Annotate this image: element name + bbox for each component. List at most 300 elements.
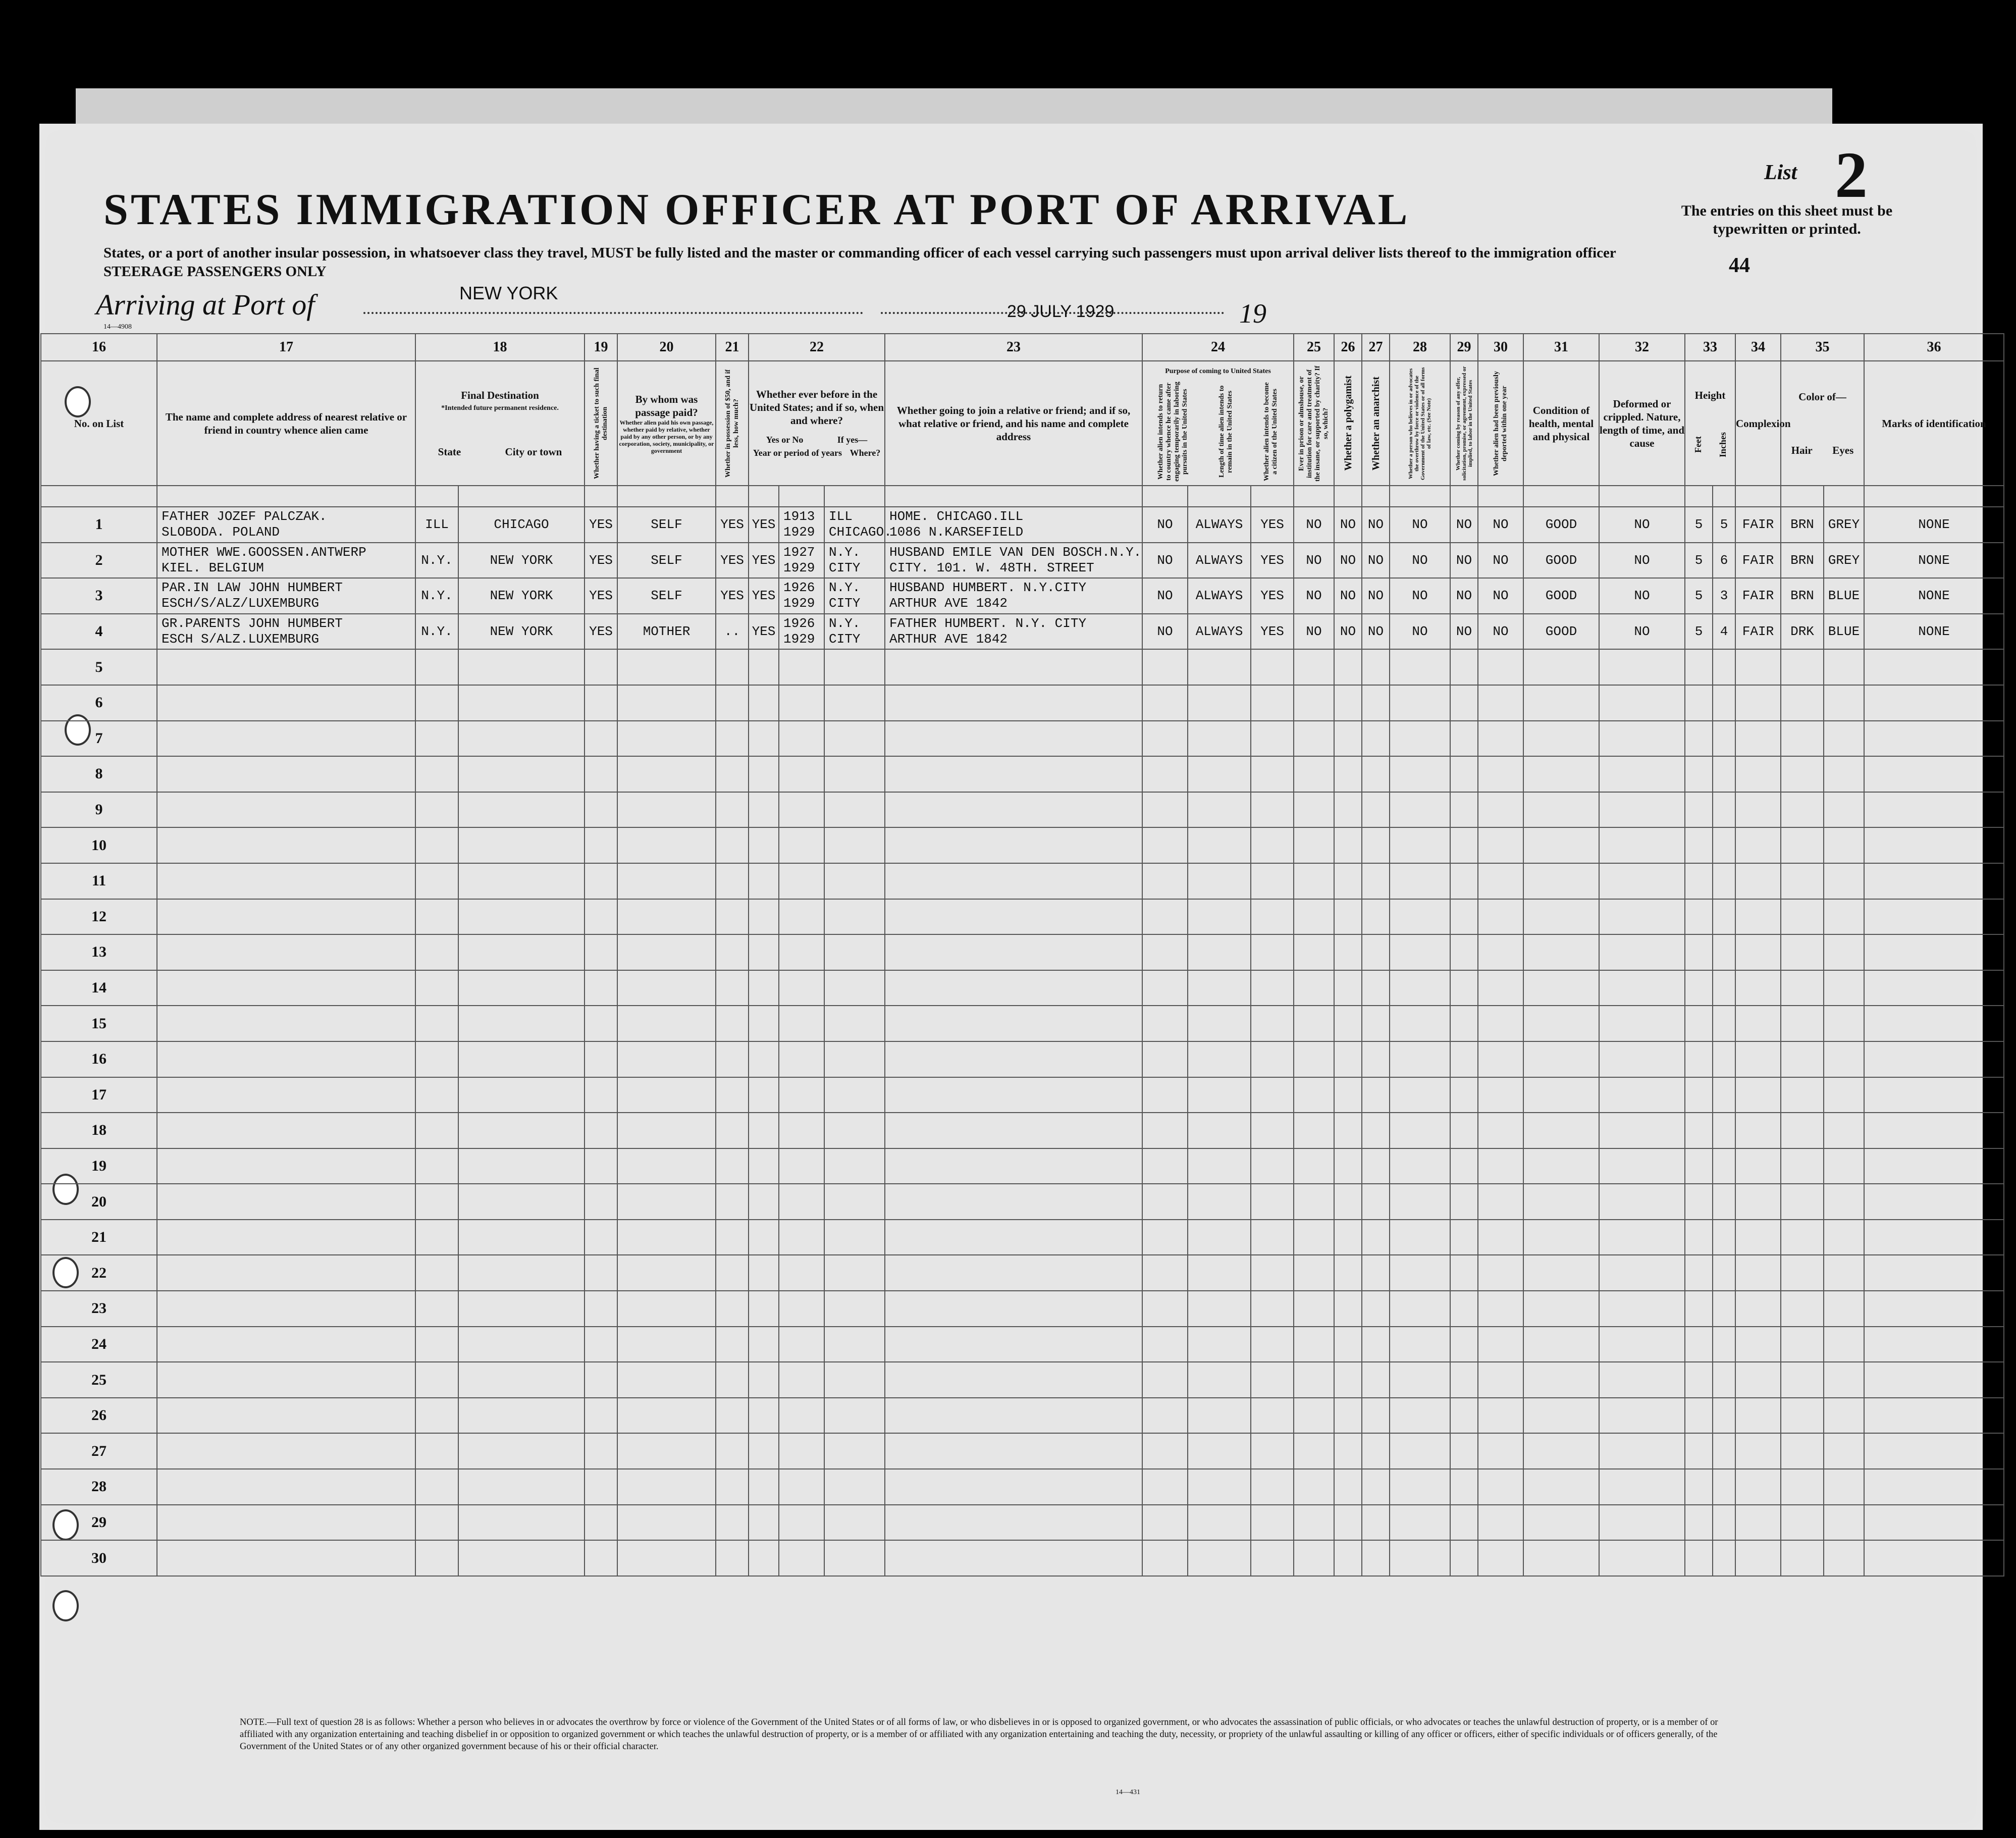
empty-cell	[1390, 1469, 1450, 1505]
cell-marks: NONE	[1864, 543, 2004, 579]
empty-cell	[157, 1540, 415, 1576]
cell-p-c: YES	[1251, 614, 1294, 650]
empty-cell	[1450, 792, 1478, 828]
header-no-on-list: No. on List	[41, 361, 157, 486]
table-row	[41, 934, 2004, 970]
empty-cell	[1294, 899, 1334, 935]
cell-polyg: NO	[1334, 543, 1362, 579]
empty-cell	[779, 1148, 824, 1184]
empty-cell	[1188, 1505, 1251, 1541]
empty-cell	[885, 1505, 1142, 1541]
header-overthrow	[1390, 361, 1450, 486]
empty-cell	[1362, 863, 1390, 899]
empty-cell	[1523, 1469, 1599, 1505]
empty-cell	[1294, 649, 1334, 685]
empty-cell	[458, 1469, 585, 1505]
table-row	[41, 827, 2004, 863]
empty-cell	[1685, 1469, 1713, 1505]
empty-cell	[458, 934, 585, 970]
empty-cell	[458, 1505, 585, 1541]
empty-cell	[1334, 1255, 1362, 1291]
empty-cell	[1735, 1184, 1781, 1220]
purpose-b-label: Length of time alien intends to remain in the United States	[1217, 385, 1234, 478]
empty-cell	[458, 1113, 585, 1148]
empty-cell	[1334, 1220, 1362, 1255]
list-label: List	[1764, 161, 1797, 184]
cell-join2: ARTHUR AVE 1842	[889, 632, 1008, 647]
empty-cell	[1390, 1113, 1450, 1148]
empty-cell	[1685, 899, 1713, 935]
cell-year1: 1927	[783, 544, 815, 560]
col-number: 31	[1523, 334, 1599, 361]
empty-cell	[1478, 1505, 1523, 1541]
empty-cell	[749, 970, 779, 1006]
cell-join	[885, 543, 1142, 579]
cell-deformed: NO	[1599, 507, 1685, 543]
cell-year	[779, 507, 824, 543]
empty-cell	[824, 863, 885, 899]
empty-cell	[1251, 721, 1294, 757]
steerage-label: STEERAGE PASSENGERS ONLY	[103, 264, 327, 280]
cell-paid: MOTHER	[617, 614, 716, 650]
empty-cell	[1390, 649, 1450, 685]
row-number: 6	[41, 685, 157, 721]
empty-cell	[1685, 685, 1713, 721]
empty-cell	[1713, 721, 1735, 757]
col-number: 33	[1685, 334, 1735, 361]
empty-cell	[779, 1505, 824, 1541]
empty-cell	[824, 1398, 885, 1434]
empty-cell	[157, 1291, 415, 1327]
col-number: 28	[1390, 334, 1450, 361]
empty-cell	[749, 1006, 779, 1041]
empty-cell	[1864, 1433, 2004, 1469]
cell-year2: 1929	[783, 632, 815, 647]
empty-cell	[1713, 970, 1735, 1006]
col-number: 29	[1450, 334, 1478, 361]
empty-cell	[1864, 756, 2004, 792]
empty-cell	[1781, 863, 1824, 899]
empty-cell	[1713, 1433, 1735, 1469]
empty-cell	[1251, 1041, 1294, 1077]
empty-cell	[824, 1540, 885, 1576]
empty-cell	[1478, 1148, 1523, 1184]
empty-cell	[458, 899, 585, 935]
cell-complexion: FAIR	[1735, 543, 1781, 579]
empty-cell	[585, 792, 617, 828]
cell-deported: NO	[1478, 507, 1523, 543]
cell-eyes: GREY	[1824, 543, 1864, 579]
empty-cell	[885, 1077, 1142, 1113]
empty-cell	[1781, 721, 1824, 757]
empty-cell	[1685, 1113, 1713, 1148]
empty-cell	[1824, 899, 1864, 935]
empty-cell	[1450, 1433, 1478, 1469]
empty-cell	[585, 1148, 617, 1184]
empty-cell	[1390, 1505, 1450, 1541]
header-money	[716, 361, 749, 486]
empty-cell	[749, 863, 779, 899]
empty-cell	[885, 1006, 1142, 1041]
table-row	[41, 1220, 2004, 1255]
cell-p-c: YES	[1251, 578, 1294, 614]
empty-cell	[157, 1113, 415, 1148]
empty-cell	[749, 756, 779, 792]
cell-anarch: NO	[1362, 507, 1390, 543]
empty-cell	[157, 863, 415, 899]
empty-cell	[1713, 1291, 1735, 1327]
empty-cell	[157, 1255, 415, 1291]
empty-cell	[1713, 899, 1735, 935]
empty-cell	[1142, 1113, 1188, 1148]
empty-cell	[1390, 1220, 1450, 1255]
empty-cell	[749, 721, 779, 757]
empty-cell	[617, 899, 716, 935]
empty-cell	[1362, 1398, 1390, 1434]
empty-cell	[1188, 1220, 1251, 1255]
empty-cell	[1334, 934, 1362, 970]
empty-cell	[885, 1291, 1142, 1327]
cell-year1: 1913	[783, 509, 815, 524]
empty-cell	[1390, 685, 1450, 721]
empty-cell	[824, 1255, 885, 1291]
empty-cell	[1450, 899, 1478, 935]
cell-join1: HOME. CHICAGO.ILL	[889, 509, 1024, 524]
empty-cell	[779, 1255, 824, 1291]
cell-contract: NO	[1450, 578, 1478, 614]
empty-cell	[458, 1255, 585, 1291]
empty-cell	[885, 1041, 1142, 1077]
empty-cell	[1523, 1327, 1599, 1362]
empty-cell	[779, 649, 824, 685]
cell-marks: NONE	[1864, 507, 2004, 543]
empty-cell	[458, 1327, 585, 1362]
empty-cell	[1735, 1291, 1781, 1327]
empty-cell	[1599, 756, 1685, 792]
page-number: 44	[1729, 254, 1750, 277]
empty-cell	[716, 1006, 749, 1041]
empty-cell	[585, 1398, 617, 1434]
empty-cell	[885, 899, 1142, 935]
cell-before: YES	[749, 543, 779, 579]
empty-cell	[1362, 1469, 1390, 1505]
empty-cell	[1735, 1220, 1781, 1255]
empty-cell	[1294, 1184, 1334, 1220]
empty-cell	[885, 1255, 1142, 1291]
empty-cell	[1824, 1398, 1864, 1434]
row-number: 30	[41, 1540, 157, 1576]
header-hair: Hair	[1791, 444, 1813, 456]
empty-cell	[1294, 721, 1334, 757]
empty-cell	[1334, 1184, 1362, 1220]
empty-cell	[1685, 792, 1713, 828]
empty-cell	[1450, 1362, 1478, 1398]
empty-cell	[1599, 1184, 1685, 1220]
empty-cell	[1450, 1255, 1478, 1291]
manifest-table	[40, 333, 2004, 1577]
empty-cell	[1824, 792, 1864, 828]
empty-cell	[1599, 1469, 1685, 1505]
empty-cell	[716, 1077, 749, 1113]
empty-cell	[1599, 863, 1685, 899]
cell-city: CHICAGO	[458, 507, 585, 543]
empty-cell	[1685, 1327, 1713, 1362]
cell-relative1: GR.PARENTS JOHN HUMBERT	[162, 616, 343, 632]
header-anarchist	[1362, 361, 1390, 486]
empty-cell	[1362, 685, 1390, 721]
empty-cell	[1523, 863, 1599, 899]
empty-cell	[415, 1505, 458, 1541]
empty-cell	[1685, 1184, 1713, 1220]
empty-cell	[415, 649, 458, 685]
empty-cell	[1390, 1255, 1450, 1291]
row-number: 21	[41, 1220, 157, 1255]
cell-feet: 5	[1685, 507, 1713, 543]
empty-cell	[1523, 1006, 1599, 1041]
row-number: 7	[41, 721, 157, 757]
cell-hair: BRN	[1781, 578, 1824, 614]
cell-year	[779, 614, 824, 650]
empty-cell	[458, 792, 585, 828]
empty-cell	[749, 1327, 779, 1362]
empty-cell	[1735, 1505, 1781, 1541]
cell-relative2: KIEL. BELGIUM	[162, 560, 264, 575]
empty-cell	[1362, 1148, 1390, 1184]
empty-cell	[415, 1469, 458, 1505]
empty-cell	[1599, 1540, 1685, 1576]
row-number: 16	[41, 1041, 157, 1077]
cell-eyes: BLUE	[1824, 614, 1864, 650]
empty-cell	[1188, 756, 1251, 792]
empty-cell	[157, 1220, 415, 1255]
header-height	[1685, 361, 1735, 486]
final-destination-label: Final Destination	[461, 389, 539, 401]
empty-cell	[1390, 1291, 1450, 1327]
header-join-relative: Whether going to join a relative or friend; and if so, what relative or friend, and his name and complete address	[885, 361, 1142, 486]
cell-health: GOOD	[1523, 614, 1599, 650]
empty-cell	[1685, 1041, 1713, 1077]
empty-cell	[157, 1398, 415, 1434]
empty-cell	[1251, 934, 1294, 970]
empty-cell	[1188, 1255, 1251, 1291]
empty-cell	[716, 1113, 749, 1148]
empty-cell	[1450, 1184, 1478, 1220]
empty-cell	[1142, 685, 1188, 721]
empty-cell	[1781, 1041, 1824, 1077]
empty-cell	[415, 685, 458, 721]
empty-cell	[1142, 899, 1188, 935]
empty-cell	[415, 756, 458, 792]
empty-cell	[1251, 792, 1294, 828]
empty-cell	[885, 792, 1142, 828]
empty-cell	[1824, 970, 1864, 1006]
empty-cell	[1142, 1077, 1188, 1113]
table-row	[41, 578, 2004, 614]
empty-cell	[1735, 1113, 1781, 1148]
empty-cell	[1735, 1006, 1781, 1041]
empty-cell	[1188, 1433, 1251, 1469]
empty-cell	[617, 1505, 716, 1541]
cell-join1: HUSBAND EMILE VAN DEN BOSCH.N.Y.	[889, 544, 1142, 560]
empty-cell	[1294, 1327, 1334, 1362]
row-number: 24	[41, 1327, 157, 1362]
empty-cell	[824, 1184, 885, 1220]
empty-cell	[1478, 792, 1523, 828]
cell-complexion: FAIR	[1735, 507, 1781, 543]
cell-relative	[157, 578, 415, 614]
empty-cell	[1824, 1505, 1864, 1541]
empty-cell	[824, 899, 885, 935]
row-number: 26	[41, 1398, 157, 1434]
cell-before: YES	[749, 507, 779, 543]
empty-cell	[1599, 970, 1685, 1006]
empty-cell	[1781, 649, 1824, 685]
empty-cell	[617, 1077, 716, 1113]
empty-cell	[1713, 1398, 1735, 1434]
purpose-a-label: Whether alien intends to return to country whence he came after engaging temporarily in laboring pursuits in the United States	[1157, 381, 1189, 482]
row-number: 22	[41, 1255, 157, 1291]
empty-cell	[885, 863, 1142, 899]
empty-cell	[1188, 1469, 1251, 1505]
empty-cell	[716, 1398, 749, 1434]
empty-cell	[1450, 1148, 1478, 1184]
empty-cell	[1781, 1077, 1824, 1113]
cell-inches: 6	[1713, 543, 1735, 579]
header-inches: Inches	[1717, 432, 1728, 458]
empty-cell	[1599, 934, 1685, 970]
passage-paid-note: Whether alien paid his own passage, whether paid by relative, whether paid by any other person, or by any corporation, society, municipality, or government	[619, 418, 714, 454]
empty-cell	[585, 1540, 617, 1576]
empty-cell	[1450, 1469, 1478, 1505]
empty-cell	[1362, 1077, 1390, 1113]
empty-cell	[1188, 1148, 1251, 1184]
row-number: 13	[41, 934, 157, 970]
empty-cell	[1864, 1148, 2004, 1184]
empty-cell	[1478, 934, 1523, 970]
empty-cell	[1735, 685, 1781, 721]
empty-cell	[1142, 1255, 1188, 1291]
empty-cell	[1713, 1255, 1735, 1291]
empty-cell	[1294, 1469, 1334, 1505]
empty-cell	[415, 1255, 458, 1291]
empty-cell	[1599, 1362, 1685, 1398]
empty-cell	[885, 1433, 1142, 1469]
empty-cell	[1362, 1220, 1390, 1255]
empty-cell	[1523, 1184, 1599, 1220]
empty-cell	[1478, 1433, 1523, 1469]
empty-cell	[617, 756, 716, 792]
empty-cell	[1334, 1113, 1362, 1148]
empty-cell	[1599, 1433, 1685, 1469]
empty-cell	[885, 1469, 1142, 1505]
empty-cell	[1251, 1220, 1294, 1255]
empty-cell	[1142, 1327, 1188, 1362]
empty-cell	[1864, 1041, 2004, 1077]
table-row	[41, 614, 2004, 650]
overthrow-label: Whether a person who believes in or advocates the overthrow by force or violence of the Government of the United States or of all forms of law, etc. (See Note)	[1408, 366, 1432, 480]
empty-cell	[1362, 970, 1390, 1006]
table-row	[41, 1113, 2004, 1148]
empty-cell	[617, 1433, 716, 1469]
empty-cell	[1294, 1041, 1334, 1077]
empty-cell	[749, 792, 779, 828]
cell-state: N.Y.	[415, 578, 458, 614]
cell-p-c: YES	[1251, 507, 1294, 543]
empty-cell	[1450, 1077, 1478, 1113]
empty-cell	[1390, 792, 1450, 828]
empty-cell	[1450, 721, 1478, 757]
empty-cell	[1781, 1433, 1824, 1469]
table-row	[41, 756, 2004, 792]
entries-note: The entries on this sheet must be typewritten or printed.	[1681, 202, 1893, 237]
cell-p-a: NO	[1142, 543, 1188, 579]
cell-eyes: GREY	[1824, 507, 1864, 543]
cell-join1: HUSBAND HUMBERT. N.Y.CITY	[889, 580, 1087, 596]
table-row	[41, 1362, 2004, 1398]
cell-marks: NONE	[1864, 614, 2004, 650]
empty-cell	[415, 792, 458, 828]
empty-cell	[617, 1469, 716, 1505]
cell-relative	[157, 543, 415, 579]
empty-cell	[1523, 934, 1599, 970]
empty-cell	[1478, 899, 1523, 935]
empty-cell	[1478, 1184, 1523, 1220]
empty-cell	[1781, 1220, 1824, 1255]
col-number: 26	[1334, 334, 1362, 361]
header-contract	[1450, 361, 1478, 486]
empty-cell	[1478, 1041, 1523, 1077]
header-complexion: Complexion	[1735, 361, 1781, 486]
empty-cell	[1599, 1505, 1685, 1541]
empty-cell	[824, 649, 885, 685]
ticket-label: Whether having a ticket to such final destination	[593, 367, 609, 479]
empty-cell	[1334, 721, 1362, 757]
empty-cell	[1735, 1469, 1781, 1505]
empty-cell	[1599, 1255, 1685, 1291]
cell-year	[779, 578, 824, 614]
header-eyes: Eyes	[1832, 444, 1854, 456]
empty-cell	[824, 1505, 885, 1541]
empty-cell	[885, 685, 1142, 721]
empty-cell	[1781, 1148, 1824, 1184]
final-destination-note: *Intended future permanent residence.	[441, 404, 559, 412]
empty-cell	[1390, 1398, 1450, 1434]
empty-cell	[617, 863, 716, 899]
empty-cell	[1824, 1184, 1864, 1220]
table-row	[41, 792, 2004, 828]
empty-cell	[716, 1362, 749, 1398]
empty-cell	[1188, 970, 1251, 1006]
header-state: State	[438, 445, 461, 458]
empty-cell	[1864, 899, 2004, 935]
empty-cell	[1735, 1041, 1781, 1077]
cell-where2: CITY	[829, 632, 861, 647]
empty-cell	[1188, 685, 1251, 721]
empty-cell	[1362, 1184, 1390, 1220]
table-row	[41, 1398, 2004, 1434]
table-row	[41, 1041, 2004, 1077]
empty-cell	[779, 1006, 824, 1041]
empty-cell	[157, 1184, 415, 1220]
empty-cell	[749, 1113, 779, 1148]
empty-cell	[824, 1006, 885, 1041]
cell-prison: NO	[1294, 543, 1334, 579]
empty-cell	[1713, 1327, 1735, 1362]
empty-cell	[617, 721, 716, 757]
cell-join	[885, 507, 1142, 543]
empty-cell	[824, 934, 885, 970]
empty-cell	[1599, 721, 1685, 757]
